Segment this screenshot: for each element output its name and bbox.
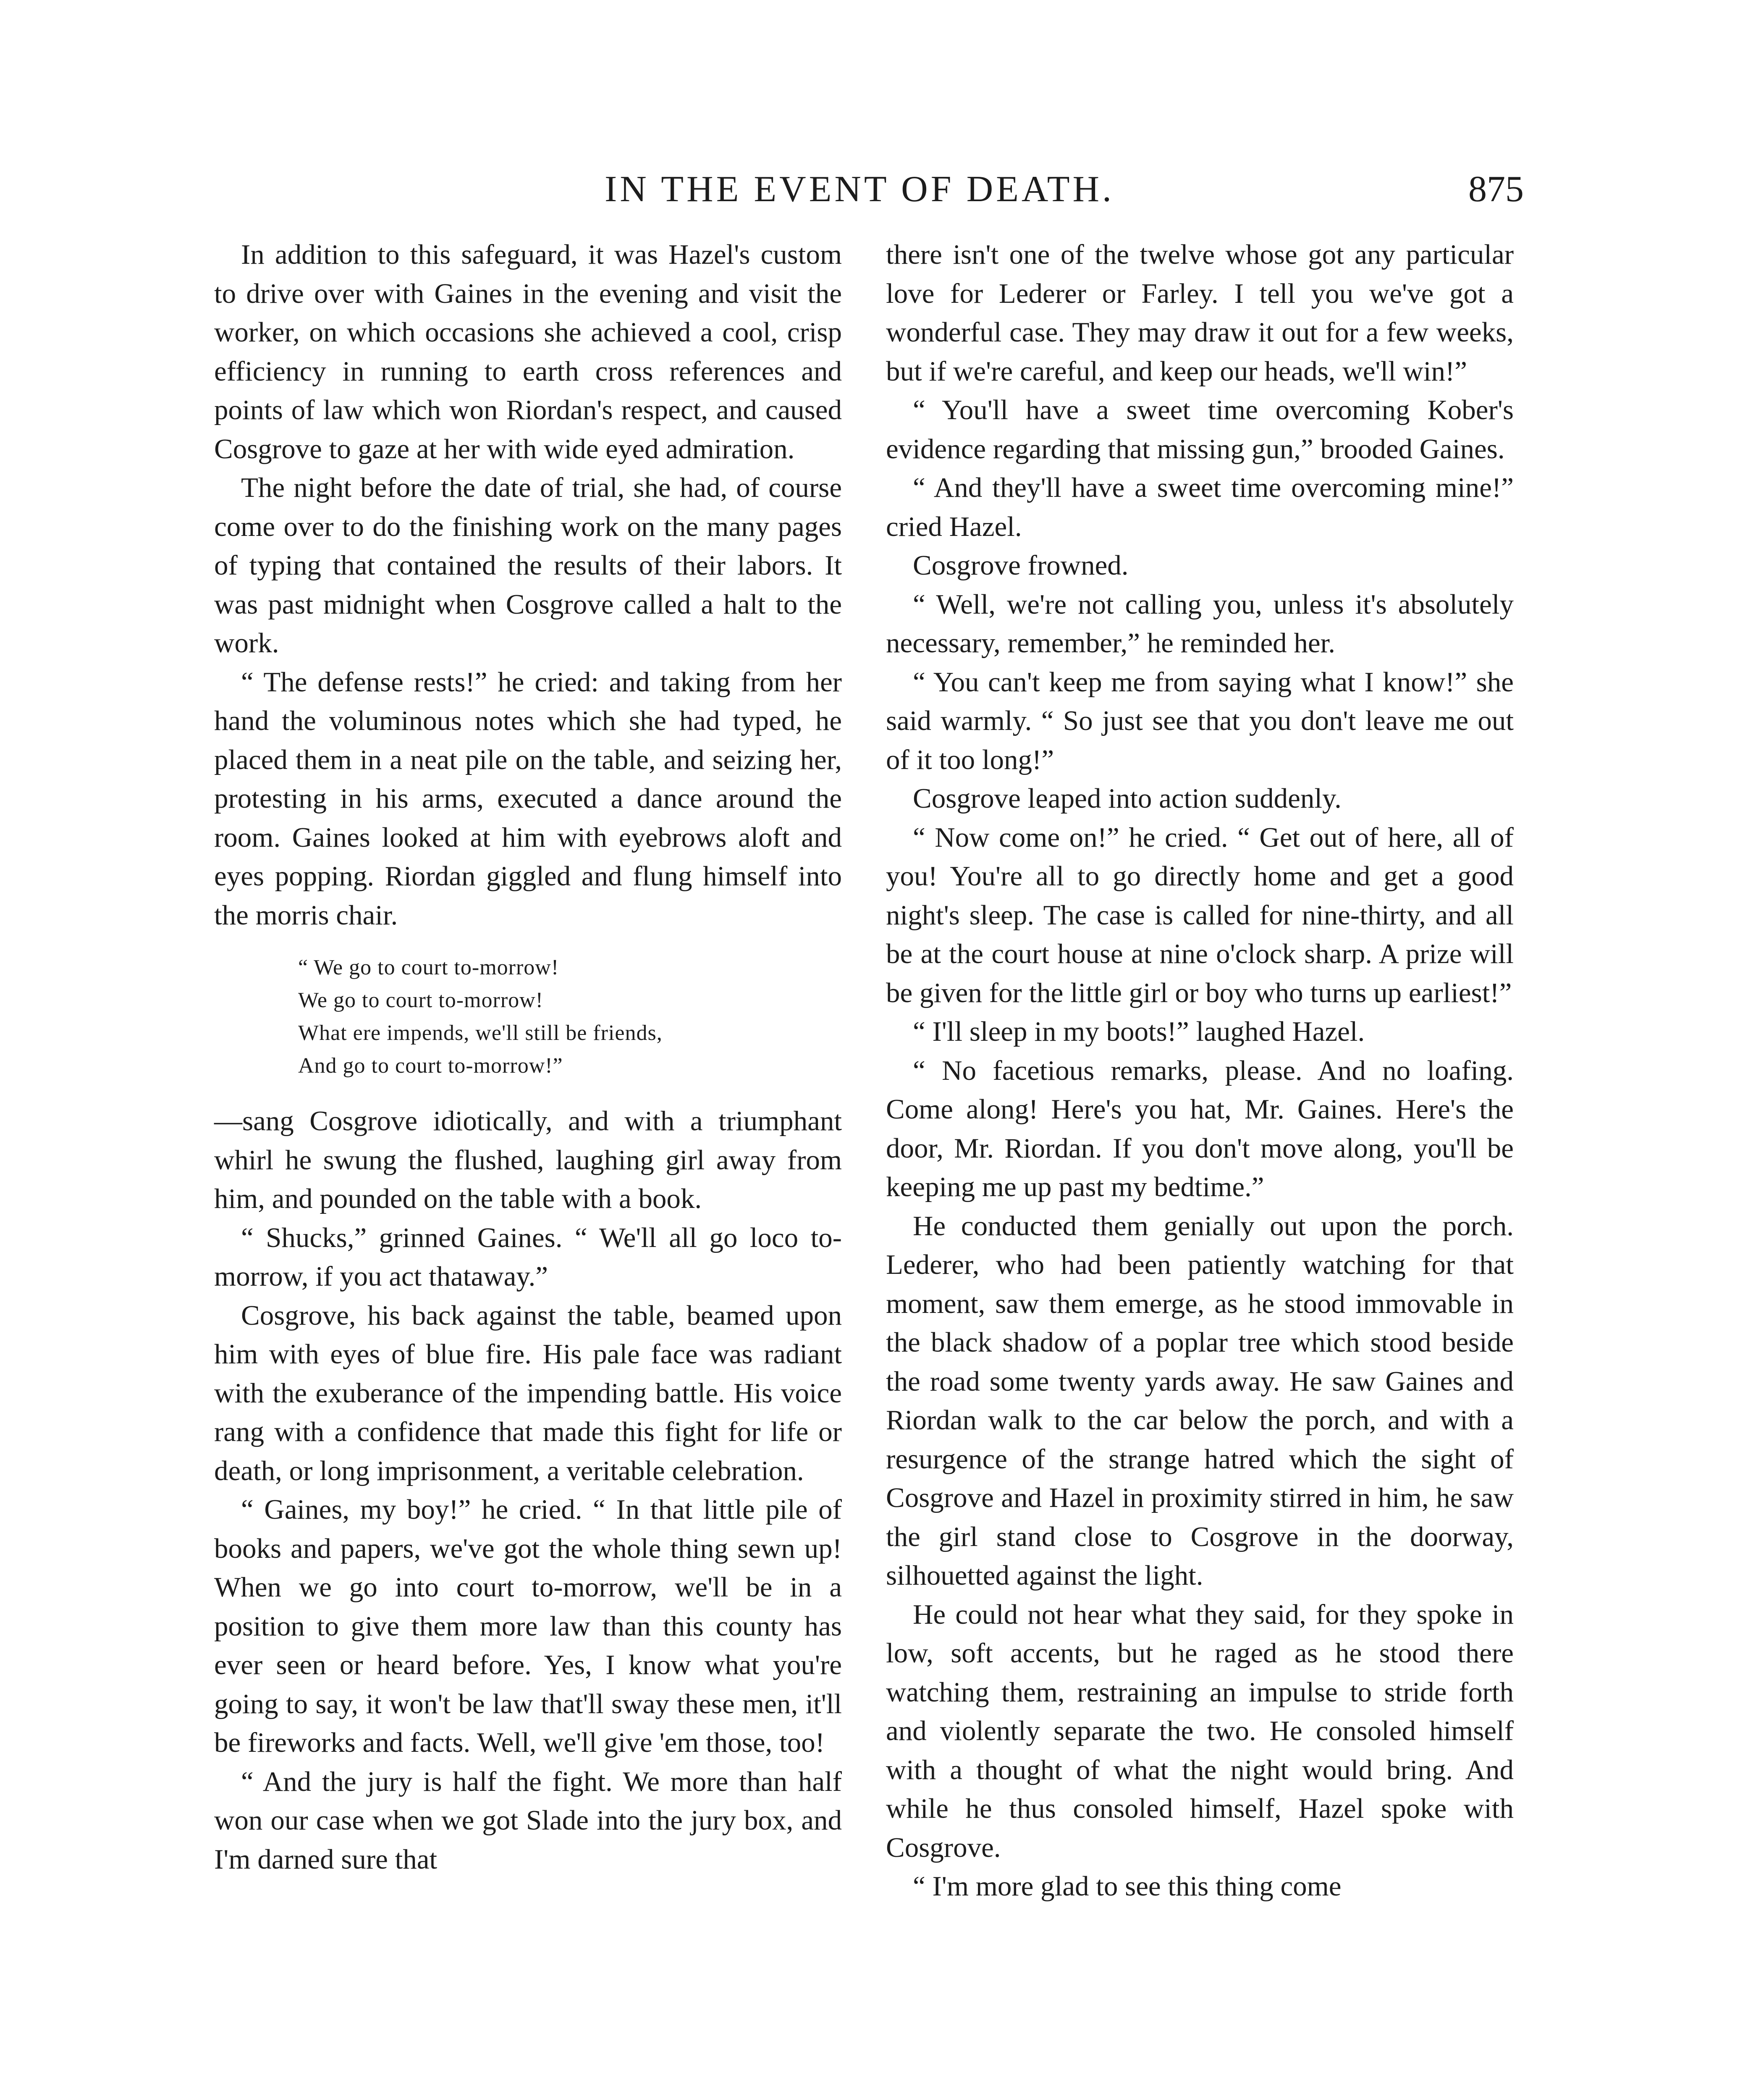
verse-line: And go to court to-morrow!” xyxy=(298,1054,563,1078)
paragraph: Cosgrove frowned. xyxy=(913,550,1129,581)
paragraph: “ I'll sleep in my boots!” laughed Hazel. xyxy=(913,1016,1365,1047)
paragraph: The night before the date of trial, she had, of course come over to do the finishing work on the many pages of typing that contained the results of their labors. It was past midnight when Cosgrove called a halt to the work. xyxy=(214,472,842,659)
paragraph: “ Gaines, my boy!” he cried. “ In that little pile of books and papers, we've got the whole thing sewn up! When we go into court to-morrow, we'll be in a position to give them more law than this county has ever seen or heard before. Yes, I know what you're going to say, it won't be law that'll sway these men, it'll be fireworks and facts. Well, we'll give 'em those, too! xyxy=(214,1494,842,1758)
verse-line: “ We go to court to-morrow! xyxy=(298,956,559,979)
paragraph: “ Now come on!” he cried. “ Get out of here, all of you! You're all to go directly home and get a good night's sleep. The case is called for nine-thirty, and all be at the court house at nine o'clock sharp. A prize will be given for the little girl or boy who turns up earliest!” xyxy=(886,822,1514,1008)
paragraph: “ And they'll have a sweet time overcoming mine!” cried Hazel. xyxy=(886,472,1514,542)
right-column xyxy=(886,235,1514,1906)
paragraph: there isn't one of the twelve whose got any particular love for Lederer or Farley. I tell you we've got a wonderful case. They may draw it out for a few weeks, but if we're careful, and keep our heads, we'll win!” xyxy=(886,239,1514,387)
paragraph: He conducted them genially out upon the porch. Lederer, who had been patiently watching for that moment, saw them emerge, as he stood immovable in the black shadow of a poplar tree which stood beside the road some twenty yards away. He saw Gaines and Riordan walk to the car below the porch, and with a resurgence of the strange hatred which the sight of Cosgrove and Hazel in proximity stirred in him, he saw the girl stand close to Cosgrove in the doorway, silhouetted against the light. xyxy=(886,1210,1514,1591)
paragraph: Cosgrove, his back against the table, beamed upon him with eyes of blue fire. His pale face was radiant with the exuberance of the impending battle. His voice rang with a confidence that made this fight for life or death, or long imprisonment, a veritable celebration. xyxy=(214,1299,842,1486)
paragraph: “ Shucks,” grinned Gaines. “ We'll all go loco to-morrow, if you act thataway.” xyxy=(214,1222,842,1292)
paragraph: In addition to this safeguard, it was Hazel's custom to drive over with Gaines in the evening and visit the worker, on which occasions she achieved a cool, crisp efficiency in running to earth cross references and points of law which won Riordan's respect, and caused Cosgrove to gaze at her with wide eyed admiration. xyxy=(214,239,842,465)
paragraph: “ You'll have a sweet time overcoming Kober's evidence regarding that missing gun,” brooded Gaines. xyxy=(886,394,1514,465)
page-number: 875 xyxy=(1468,169,1524,210)
paragraph: “ You can't keep me from saying what I know!” she said warmly. “ So just see that you don't leave me out of it too long!” xyxy=(886,666,1514,775)
paragraph: “ The defense rests!” he cried: and taking from her hand the voluminous notes which she had typed, he placed them in a neat pile on the table, and seizing her, protesting in his arms, executed a dance around the room. Gaines looked at him with eyebrows aloft and eyes popping. Riordan giggled and flung himself into the morris chair. xyxy=(214,666,842,931)
verse-line: We go to court to-morrow! xyxy=(298,988,543,1012)
paragraph: “ And the jury is half the fight. We more than half won our case when we got Slade into the jury box, and I'm darned sure that xyxy=(214,1766,842,1875)
verse-line: What ere impends, we'll still be friends, xyxy=(298,1021,663,1045)
paragraph: “ No facetious remarks, please. And no loafing. Come along! Here's you hat, Mr. Gaines. Here's the door, Mr. Riordan. If you don't move along, you'll be keeping me up past my bedtime.” xyxy=(886,1055,1514,1202)
paragraph: Cosgrove leaped into action suddenly. xyxy=(913,783,1342,814)
running-title: IN THE EVENT OF DEATH. xyxy=(605,169,1114,210)
paragraph: “ I'm more glad to see this thing come xyxy=(913,1871,1342,1902)
paragraph: He could not hear what they said, for they spoke in low, soft accents, but he raged as he stood there watching them, restraining an impulse to stride forth and violently separate the two. He consoled himself with a thought of what the night would bring. And while he thus consoled himself, Hazel spoke with Cosgrove. xyxy=(886,1599,1514,1863)
paragraph: “ Well, we're not calling you, unless it's absolutely necessary, remember,” he reminded her. xyxy=(886,588,1514,659)
paragraph: —sang Cosgrove idiotically, and with a triumphant whirl he swung the flushed, laughing girl away from him, and pounded on the table with a book. xyxy=(214,1105,842,1214)
song-verse xyxy=(298,951,842,1082)
left-column xyxy=(214,235,842,1879)
